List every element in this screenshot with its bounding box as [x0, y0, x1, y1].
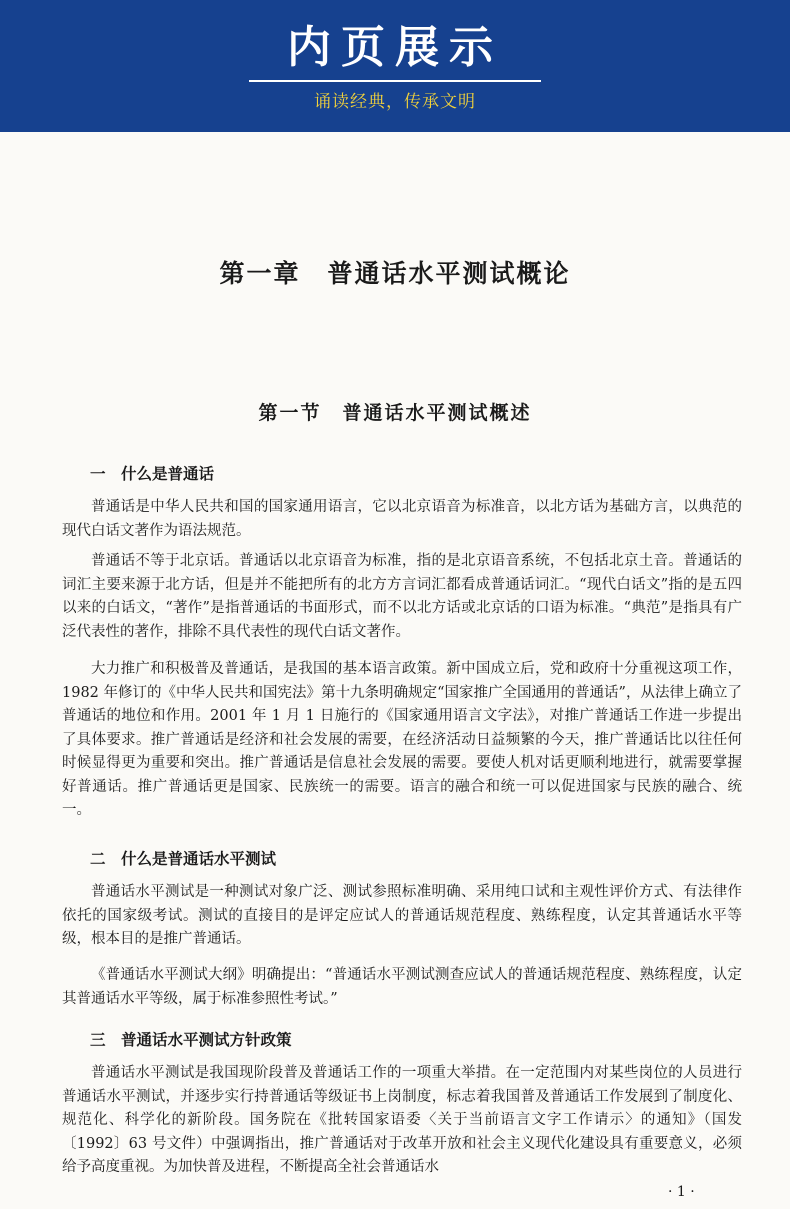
book-page — [0, 132, 790, 1209]
paragraph: 大力推广和积极普及普通话，是我国的基本语言政策。新中国成立后，党和政府十分重视这项工作，1982 年修订的《中华人民共和国宪法》第十九条明确规定“国家推广全国通用的普通话”，从法律上确立了普通话的地位和作用。2001 年 1 月 1 日施行的《国家通用语言文字法》，对推广普通话工作进一步提出了具体要求。推广普通话是经济和社会发展的需要，在经济活动日益频繁的今天，推广普通话比以往任何时候显得更为重要和突出。推广普通话是信息社会发展的需要。要使人机对话更顺利地进行，就需要掌握好普通话。推广普通话更是国家、民族统一的需要。语言的融合和统一可以促进国家与民族的融合、统一。 — [62, 661, 742, 818]
chapter-title: 第一章 普通话水平测试概论 — [219, 259, 571, 288]
paragraph: 《普通话水平测试大纲》明确提出：“普通话水平测试测查应试人的普通话规范程度、熟练程度，认定其普通话水平等级，属于标准参照性考试。” — [62, 967, 742, 1007]
heading-test-policy: 三 普通话水平测试方针政策 — [90, 1031, 292, 1049]
section-title: 第一节 普通话水平测试概述 — [258, 402, 532, 424]
heading-what-is-test: 二 什么是普通话水平测试 — [90, 850, 277, 868]
paragraph: 普通话是中华人民共和国的国家通用语言，它以北京语音为标准音，以北方话为基础方言，以典范的现代白话文著作为语法规范。 — [62, 499, 742, 539]
header-banner — [0, 0, 790, 132]
heading-what-is-putonghua: 一 什么是普通话 — [90, 465, 215, 483]
banner-divider — [249, 80, 541, 82]
paragraph: 普通话水平测试是一种测试对象广泛、测试参照标准明确、采用纯口试和主观性评价方式、有法律作依托的国家级考试。测试的直接目的是评定应试人的普通话规范程度、熟练程度，认定其普通话水平等级，根本目的是推广普通话。 — [62, 884, 742, 947]
paragraph: 普通话水平测试是我国现阶段普及普通话工作的一项重大举措。在一定范围内对某些岗位的人员进行普通话水平测试，并逐步实行持普通话等级证书上岗制度，标志着我国普及普通话工作发展到了制度化、规范化、科学化的新阶段。国务院在《批转国家语委〈关于当前语言文字工作请示〉的通知》（国发〔1992〕63 号文件）中强调指出，推广普通话对于改革开放和社会主义现代化建设具有重要意义，必须给予高度重视。为加快普及进程，不断提高全社会普通话水 — [62, 1065, 742, 1175]
banner-subtitle: 诵读经典，传承文明 — [314, 92, 476, 112]
banner-title: 内页展示 — [287, 22, 503, 73]
page-number: · 1 · — [668, 1184, 695, 1200]
paragraph: 普通话不等于北京话。普通话以北京语音为标准，指的是北京语音系统，不包括北京土音。普通话的词汇主要来源于北方话，但是并不能把所有的北方方言词汇都看成普通话词汇。“现代白话文”指的是五四以来的白话文，“著作”是指普通话的书面形式，而不以北方话或北京话的口语为标准。“典范”是指具有广泛代表性的著作，排除不具代表性的现代白话文著作。 — [62, 553, 742, 640]
